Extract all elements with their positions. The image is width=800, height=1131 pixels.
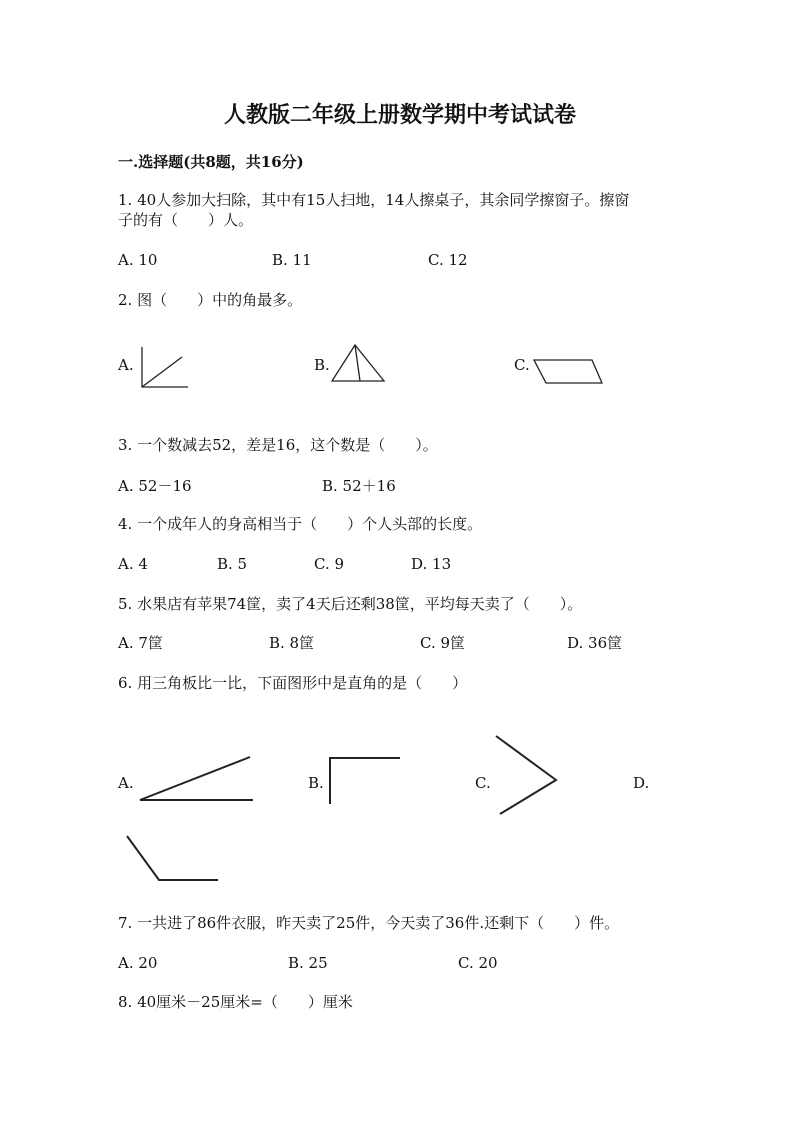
question-4-stem: 4. 一个成年人的身高相当于（ ）个人头部的长度。 bbox=[118, 515, 483, 533]
question-4-option-a[interactable]: A. 4 bbox=[118, 555, 148, 573]
question-2-option-a[interactable]: A. bbox=[118, 356, 134, 374]
question-6-option-d[interactable]: D. bbox=[633, 774, 650, 792]
question-7-stem: 7. 一共进了86件衣服，昨天卖了25件，今天卖了36件.还剩下（ ）件。 bbox=[118, 914, 620, 932]
right-angle-figure-b bbox=[328, 756, 402, 806]
section-heading: 一.选择题(共8题，共16分) bbox=[118, 153, 304, 171]
parallelogram-figure-c bbox=[532, 358, 604, 386]
angle-figure-a bbox=[140, 345, 192, 390]
question-4-option-b[interactable]: B. 5 bbox=[217, 555, 248, 573]
question-4-option-d[interactable]: D. 13 bbox=[411, 555, 452, 573]
question-5-option-b[interactable]: B. 8筐 bbox=[269, 634, 315, 652]
question-6-option-b[interactable]: B. bbox=[308, 774, 324, 792]
question-2-option-c[interactable]: C. bbox=[514, 356, 530, 374]
question-7-option-a[interactable]: A. 20 bbox=[118, 954, 158, 972]
question-4-option-c[interactable]: C. 9 bbox=[314, 555, 345, 573]
question-5-stem: 5. 水果店有苹果74筐，卖了4天后还剩38筐，平均每天卖了（ ）。 bbox=[118, 595, 583, 613]
question-3-stem: 3. 一个数减去52，差是16，这个数是（ ）。 bbox=[118, 436, 438, 454]
question-6-stem: 6. 用三角板比一比，下面图形中是直角的是（ ） bbox=[118, 674, 468, 692]
question-6-option-c[interactable]: C. bbox=[475, 774, 491, 792]
question-5-option-a[interactable]: A. 7筐 bbox=[118, 634, 163, 652]
question-5-option-c[interactable]: C. 9筐 bbox=[420, 634, 466, 652]
question-5-option-d[interactable]: D. 36筐 bbox=[567, 634, 623, 652]
triangle-figure-b bbox=[330, 343, 386, 385]
question-3-option-b[interactable]: B. 52＋16 bbox=[322, 477, 396, 495]
question-1-stem-line1: 1. 40人参加大扫除，其中有15人扫地，14人擦桌子，其余同学擦窗子。擦窗 bbox=[118, 191, 630, 209]
question-1-stem-line2: 子的有（ ）人。 bbox=[118, 211, 254, 229]
question-1-option-b[interactable]: B. 11 bbox=[272, 251, 312, 269]
question-2-option-b[interactable]: B. bbox=[314, 356, 330, 374]
question-8-stem: 8. 40厘米－25厘米=（ ）厘米 bbox=[118, 993, 353, 1011]
question-1-option-c[interactable]: C. 12 bbox=[428, 251, 468, 269]
question-3-option-a[interactable]: A. 52－16 bbox=[118, 477, 192, 495]
obtuse-angle-figure-d bbox=[121, 834, 221, 886]
page-title: 人教版二年级上册数学期中考试试卷 bbox=[223, 102, 576, 128]
question-1-option-a[interactable]: A. 10 bbox=[118, 251, 158, 269]
angle-figure-a bbox=[138, 755, 254, 805]
question-6-option-a[interactable]: A. bbox=[118, 774, 134, 792]
question-7-option-b[interactable]: B. 25 bbox=[288, 954, 328, 972]
question-7-option-c[interactable]: C. 20 bbox=[458, 954, 498, 972]
question-2-stem: 2. 图（ ）中的角最多。 bbox=[118, 291, 303, 309]
angle-figure-c bbox=[494, 734, 560, 818]
